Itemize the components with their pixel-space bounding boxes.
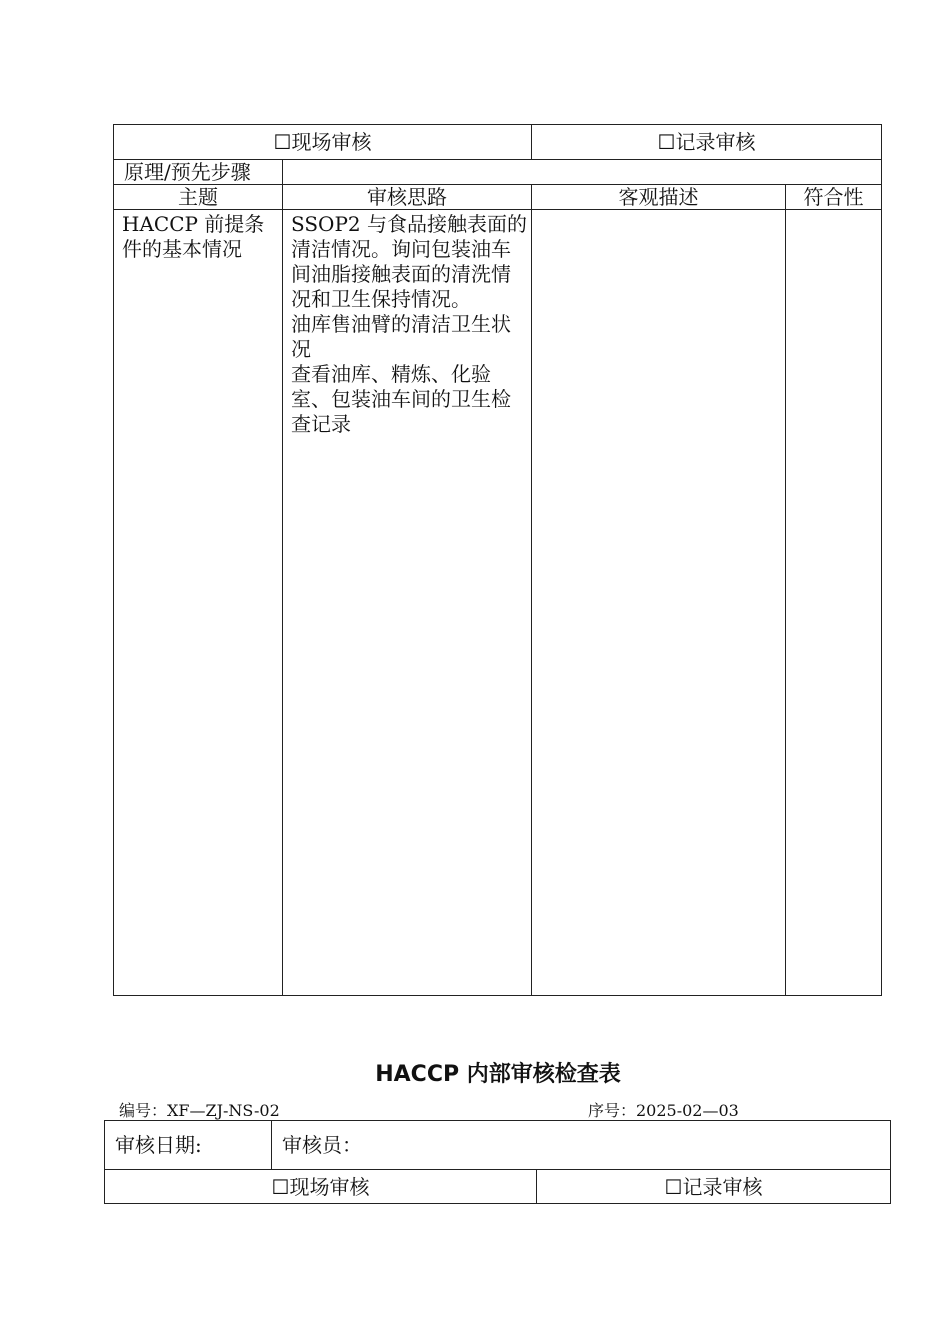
bottom-record-audit-label: ☐记录审核 xyxy=(664,1174,763,1199)
record-audit-label: ☐记录审核 xyxy=(657,130,756,154)
audit-info-table xyxy=(104,1120,891,1204)
principle-label: 原理/预先步骤 xyxy=(124,160,251,184)
audit-date-cell[interactable] xyxy=(104,1120,272,1170)
bottom-record-audit-option[interactable] xyxy=(536,1169,891,1204)
audit-date-label: 审核日期: xyxy=(115,1133,202,1157)
topic-text: HACCP 前提条件的基本情况 xyxy=(122,212,265,261)
header-approach: 审核思路 xyxy=(282,184,532,210)
header-description: 客观描述 xyxy=(531,184,786,210)
form-number: 编号：XF—ZJ-NS-02 xyxy=(119,1101,280,1120)
approach-text: SSOP2 与食品接触表面的清洁情况。询问包装油车间油脂接触表面的清洗情况和卫生保持情况。 油库售油臂的清洁卫生状况 查看油库、精炼、化验室、包装油车间的卫生检查记录 xyxy=(291,212,527,436)
audit-checklist-table xyxy=(113,124,882,996)
topic-cell xyxy=(113,209,283,996)
record-audit-option[interactable] xyxy=(531,124,882,160)
principle-value-cell[interactable] xyxy=(282,159,882,185)
conformity-cell[interactable] xyxy=(785,209,882,996)
description-cell[interactable] xyxy=(531,209,786,996)
onsite-audit-option[interactable] xyxy=(113,124,532,160)
auditor-label: 审核员： xyxy=(282,1133,362,1157)
serial-number: 序号：2025-02—03 xyxy=(588,1101,739,1120)
bottom-onsite-audit-option[interactable] xyxy=(104,1169,537,1204)
bottom-onsite-audit-label: ☐现场审核 xyxy=(271,1174,370,1199)
onsite-audit-label: ☐现场审核 xyxy=(273,130,372,154)
principle-label-cell xyxy=(113,159,283,185)
approach-cell xyxy=(282,209,532,996)
auditor-cell[interactable] xyxy=(271,1120,891,1170)
header-conformity: 符合性 xyxy=(785,184,882,210)
header-topic: 主题 xyxy=(113,184,283,210)
form-title: HACCP 内部审核检查表 xyxy=(375,1062,621,1087)
